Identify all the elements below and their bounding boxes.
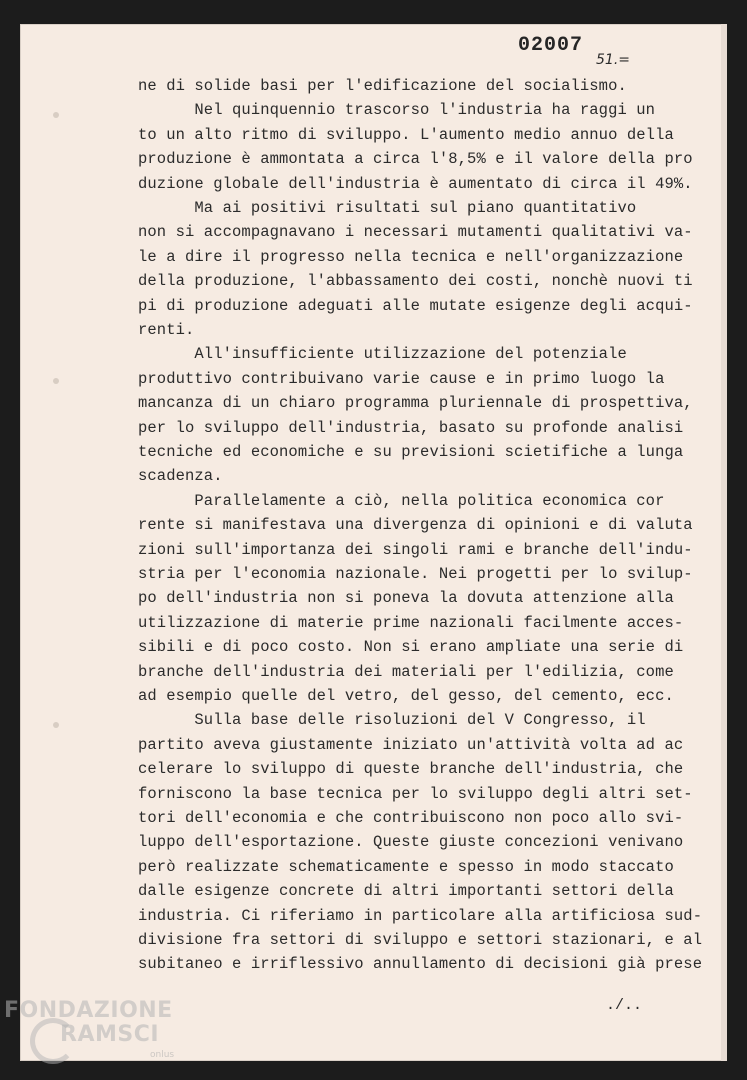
- text-line: sibili e di poco costo. Non si erano ampliate una serie di: [138, 638, 684, 657]
- text-line: dalle esigenze concrete di altri importanti settori della: [138, 882, 674, 901]
- punch-mark: [53, 112, 59, 118]
- text-line: Ma ai positivi risultati sul piano quantitativo: [138, 199, 637, 217]
- text-line: ad esempio quelle del vetro, del gesso, del cemento, ecc.: [138, 687, 674, 705]
- text-line: utilizzazione di materie prime nazionali facilmente acces-: [138, 613, 684, 632]
- text-line: scadenza.: [138, 467, 223, 486]
- punch-mark: [53, 722, 59, 728]
- continuation-mark: ./..: [606, 997, 643, 1014]
- text-line: subitaneo e irriflessivo annullamento di decisioni già prese: [138, 955, 703, 974]
- watermark-suffix: onlus: [150, 1050, 175, 1060]
- page-number: 51.=: [596, 52, 630, 68]
- text-line: All'insufficiente utilizzazione del potenziale: [138, 345, 627, 364]
- text-line: Sulla base delle risoluzioni del V Congresso, il: [138, 711, 646, 730]
- text-line: rente si manifestava una divergenza di opinioni e di valuta: [138, 516, 693, 535]
- watermark-line1: FONDAZIONE: [4, 998, 173, 1023]
- text-line: produttivo contribuivano varie cause e in primo luogo la: [138, 369, 665, 388]
- text-line: branche dell'industria dei materiali per l'edilizia, come: [138, 662, 674, 681]
- text-line: Parallelamente a ciò, nella politica economica cor: [138, 491, 665, 510]
- page-edge: [721, 24, 727, 1061]
- text-line: pi di produzione adeguati alle mutate esigenze degli acqui-: [138, 296, 693, 315]
- punch-mark: [53, 378, 59, 384]
- text-line: po dell'industria non si poneva la dovuta attenzione alla: [138, 589, 674, 608]
- text-line: partito aveva giustamente iniziato un'attività volta ad ac: [138, 735, 684, 754]
- text-line: mancanza di un chiaro programma pluriennale di prospettiva,: [138, 394, 693, 413]
- text-line: Nel quinquennio trascorso l'industria ha raggi un: [138, 101, 656, 120]
- text-line: della produzione, l'abbassamento dei costi, nonchè nuovi ti: [138, 272, 693, 291]
- text-line: to un alto ritmo di sviluppo. L'aumento medio annuo della: [138, 125, 674, 144]
- watermark-line2: RAMSCI: [60, 1022, 160, 1047]
- text-line: stria per l'economia nazionale. Nei progetti per lo svilup-: [138, 565, 693, 583]
- text-line: però realizzate schematicamente e spesso in modo staccato: [138, 857, 674, 876]
- text-line: renti.: [138, 321, 195, 339]
- fondazione-gramsci-watermark: [4, 998, 194, 1078]
- text-line: duzione globale dell'industria è aumentato di circa il 49%.: [138, 174, 693, 193]
- text-line: le a dire il progresso nella tecnica e nell'organizzazione: [138, 247, 684, 266]
- text-line: industria. Ci riferiamo in particolare alla artificiosa sud-: [138, 906, 703, 925]
- text-line: produzione è ammontata a circa l'8,5% e il valore della pro: [138, 150, 693, 169]
- text-line: per lo sviluppo dell'industria, basato su profonde analisi: [138, 418, 684, 437]
- text-line: celerare lo sviluppo di queste branche dell'industria, che: [138, 760, 684, 779]
- text-line: luppo dell'esportazione. Queste giuste concezioni venivano: [138, 833, 684, 852]
- text-line: tori dell'economia e che contribuiscono non poco allo svi-: [138, 809, 684, 827]
- text-line: ne di solide basi per l'edificazione del socialismo.: [138, 77, 627, 95]
- document-number: 02007: [518, 34, 584, 57]
- text-line: divisione fra settori di sviluppo e settori stazionari, e al: [138, 931, 703, 949]
- text-line: tecniche ed economiche e su previsioni scietifiche a lunga: [138, 443, 684, 461]
- text-line: forniscono la base tecnica per lo sviluppo degli altri set-: [138, 784, 693, 803]
- text-line: non si accompagnavano i necessari mutamenti qualitativi va-: [138, 223, 693, 242]
- text-line: zioni sull'importanza dei singoli rami e branche dell'indu-: [138, 540, 693, 559]
